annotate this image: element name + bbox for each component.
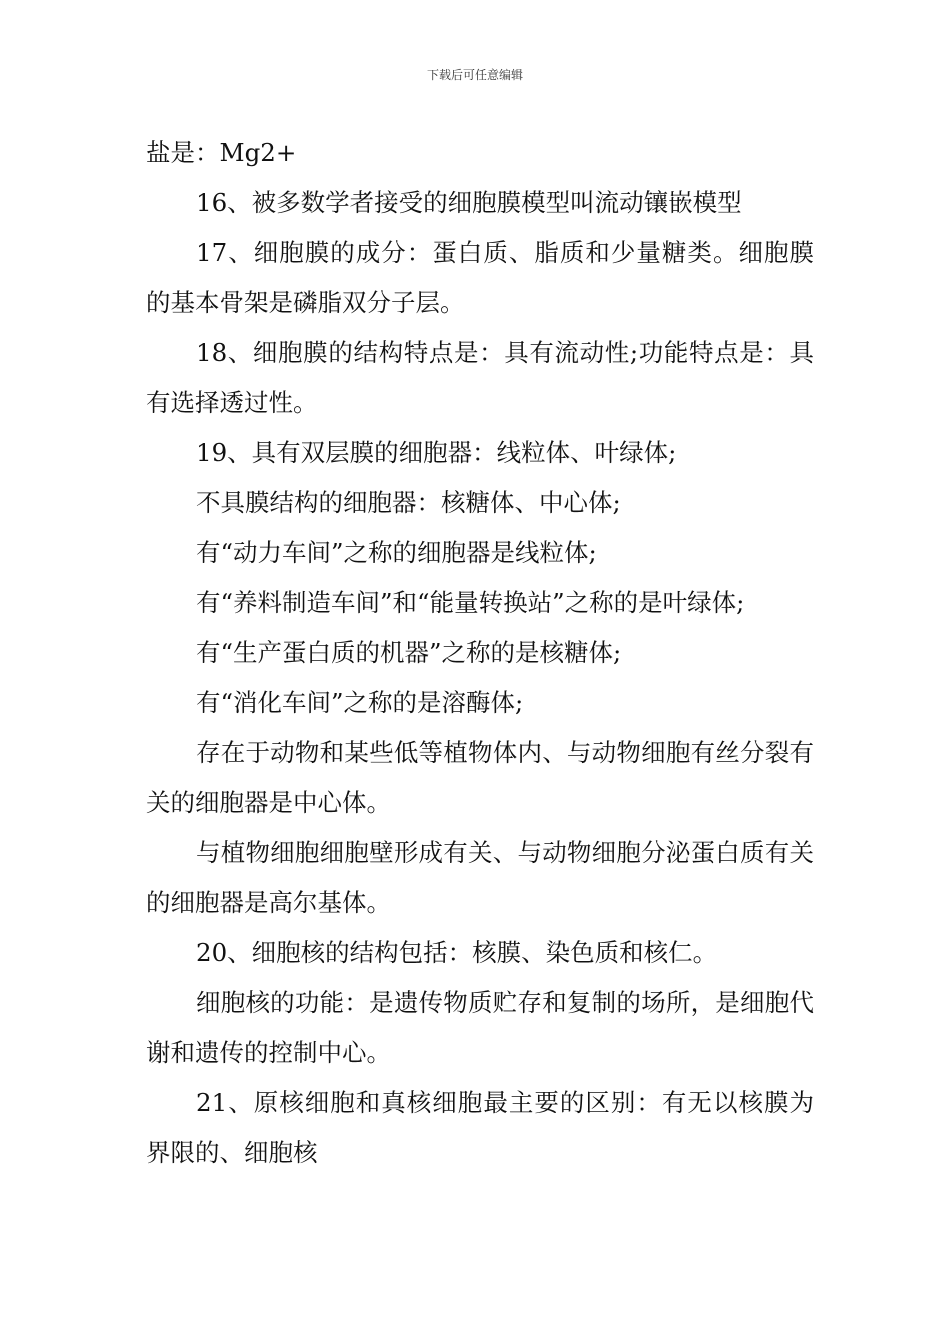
paragraph: 有“生产蛋白质的机器”之称的是核糖体; [196,638,622,667]
paragraph: 18、细胞膜的结构特点是：具有流动性;功能特点是：具有选择透过性。 [146,338,814,417]
paragraph: 有“消化车间”之称的是溶酶体; [196,688,524,717]
paragraph: 20、细胞核的结构包括：核膜、染色质和核仁。 [196,938,718,967]
paragraph: 存在于动物和某些低等植物体内、与动物细胞有丝分裂有关的细胞器是中心体。 [146,738,814,817]
paragraph: 与植物细胞细胞壁形成有关、与动物细胞分泌蛋白质有关的细胞器是高尔基体。 [146,838,814,917]
paragraph: 16、被多数学者接受的细胞膜模型叫流动镶嵌模型 [196,188,742,217]
paragraph: 有“养料制造车间”和“能量转换站”之称的是叶绿体; [196,588,745,617]
paragraph: 盐是：Mg2+ [146,138,297,167]
paragraph: 细胞核的功能：是遗传物质贮存和复制的场所，是细胞代谢和遗传的控制中心。 [146,988,814,1067]
paragraph: 21、原核细胞和真核细胞最主要的区别：有无以核膜为界限的、细胞核 [146,1088,814,1167]
page-header: 下载后可任意编辑 [426,68,523,82]
document-body [146,128,814,1178]
paragraph: 有“动力车间”之称的细胞器是线粒体; [196,538,597,567]
paragraph: 17、细胞膜的成分：蛋白质、脂质和少量糖类。细胞膜的基本骨架是磷脂双分子层。 [146,238,814,317]
paragraph: 19、具有双层膜的细胞器：线粒体、叶绿体; [196,438,677,467]
paragraph: 不具膜结构的细胞器：核糖体、中心体; [196,488,621,517]
